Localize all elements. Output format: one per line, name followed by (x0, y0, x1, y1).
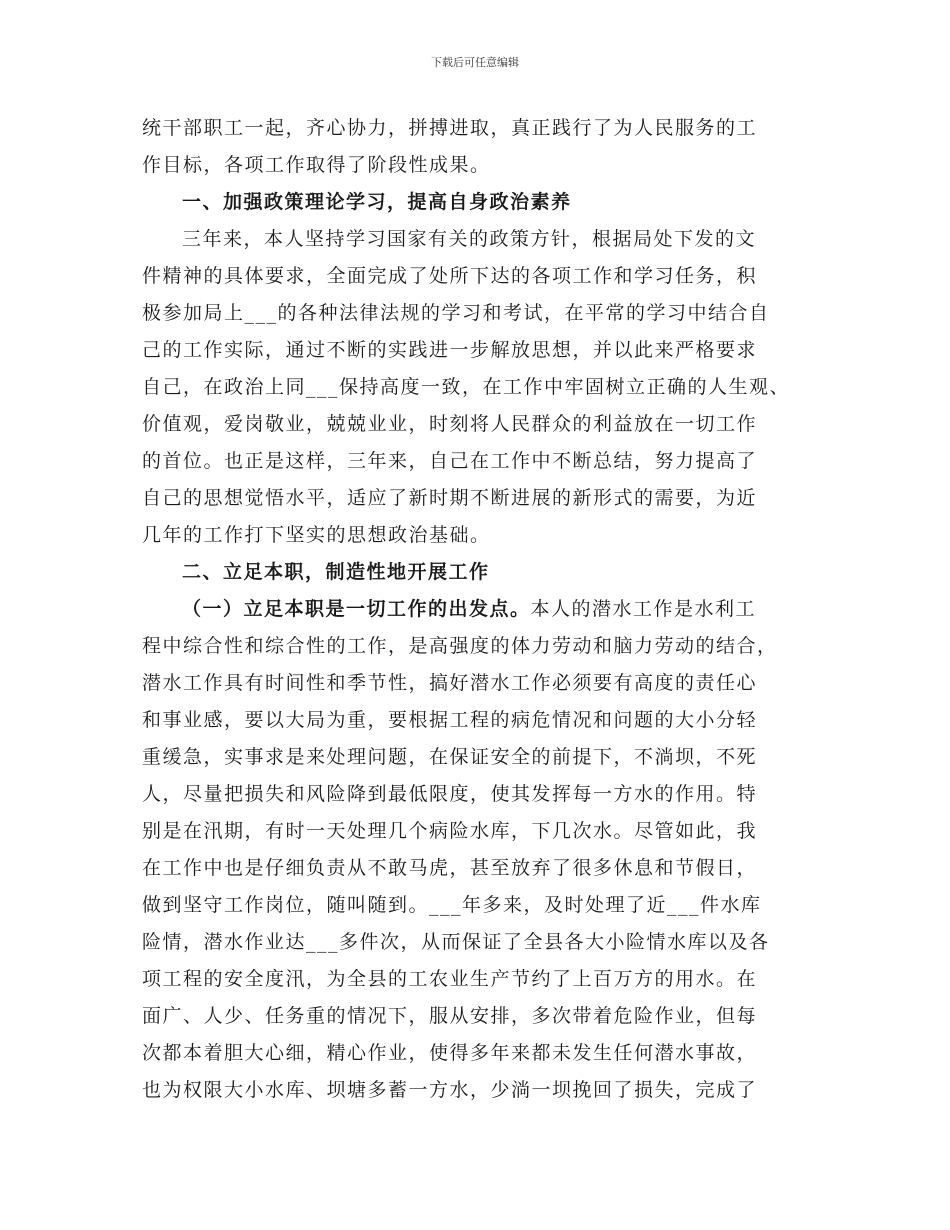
text-line: 险情，潜水作业达___多件次，从而保证了全县各大小险情水库以及各 (142, 931, 770, 953)
section-heading: 二、立足本职，制造性地开展工作 (182, 561, 490, 583)
page-header: 下载后可任意编辑 (431, 56, 519, 69)
text-line: 统干部职工一起，齐心协力，拼搏进取，真正践行了为人民服务的工 (142, 117, 758, 139)
text-line: 重缓急，实事求是来处理问题，在保证安全的前提下，不淌坝，不死 (142, 746, 758, 768)
section-heading: 一、加强政策理论学习，提高自身政治素养 (182, 191, 572, 213)
text-line: 次都本着胆大心细，精心作业，使得多年来都未发生任何潜水事故， (142, 1042, 758, 1064)
text-line: 在工作中也是仔细负责从不敢马虎，甚至放弃了很多休息和节假日， (142, 857, 758, 879)
text-line: 潜水工作具有时间性和季节性，搞好潜水工作必须要有高度的责任心 (142, 672, 758, 694)
text-line: 作目标，各项工作取得了阶段性成果。 (142, 154, 491, 176)
text-line: 自己，在政治上同___保持高度一致，在工作中牢固树立正确的人生观、 (142, 376, 791, 398)
text-line: 也为权限大小水库、坝塘多蓄一方水，少淌一坝挽回了损失，完成了 (142, 1079, 758, 1101)
subsection-heading: （一）立足本职是一切工作的出发点。 (182, 598, 531, 620)
text-line: 做到坚守工作岗位，随叫随到。___年多来，及时处理了近___件水库 (142, 894, 762, 916)
text-line: 项工程的安全度汛，为全县的工农业生产节约了上百万方的用水。在 (142, 968, 758, 990)
text-line: 己的工作实际，通过不断的实践进一步解放思想，并以此来严格要求 (142, 339, 758, 361)
text-line: 别是在汛期，有时一天处理几个病险水库，下几次水。尽管如此，我 (142, 820, 758, 842)
text-line: 几年的工作打下坚实的思想政治基础。 (142, 524, 491, 546)
text-line: 价值观，爱岗敬业，兢兢业业，时刻将人民群众的利益放在一切工作 (142, 413, 758, 435)
subsection-text: 本人的潜水工作是水利工 (530, 598, 757, 620)
text-line: 自己的思想觉悟水平，适应了新时期不断进展的新形式的需要，为近 (142, 487, 758, 509)
text-line: 的首位。也正是这样，三年来，自己在工作中不断总结，努力提高了 (142, 450, 758, 472)
text-line: 件精神的具体要求，全面完成了处所下达的各项工作和学习任务，积 (142, 265, 758, 287)
text-line: 人，尽量把损失和风险降到最低限度，使其发挥每一方水的作用。特 (142, 783, 758, 805)
document-body (142, 110, 822, 1109)
paragraph-start: 三年来，本人坚持学习国家有关的政策方针，根据局处下发的文 (182, 228, 757, 250)
subsection-line (142, 591, 822, 628)
text-line: 面广、人少、任务重的情况下，服从安排，多次带着危险作业，但每 (142, 1005, 758, 1027)
text-line: 和事业感，要以大局为重，要根据工程的病危情况和问题的大小分轻 (142, 709, 758, 731)
text-line: 程中综合性和综合性的工作，是高强度的体力劳动和脑力劳动的结合， (142, 635, 778, 657)
text-line: 极参加局上___的各种法律法规的学习和考试，在平常的学习中结合自 (142, 302, 770, 324)
